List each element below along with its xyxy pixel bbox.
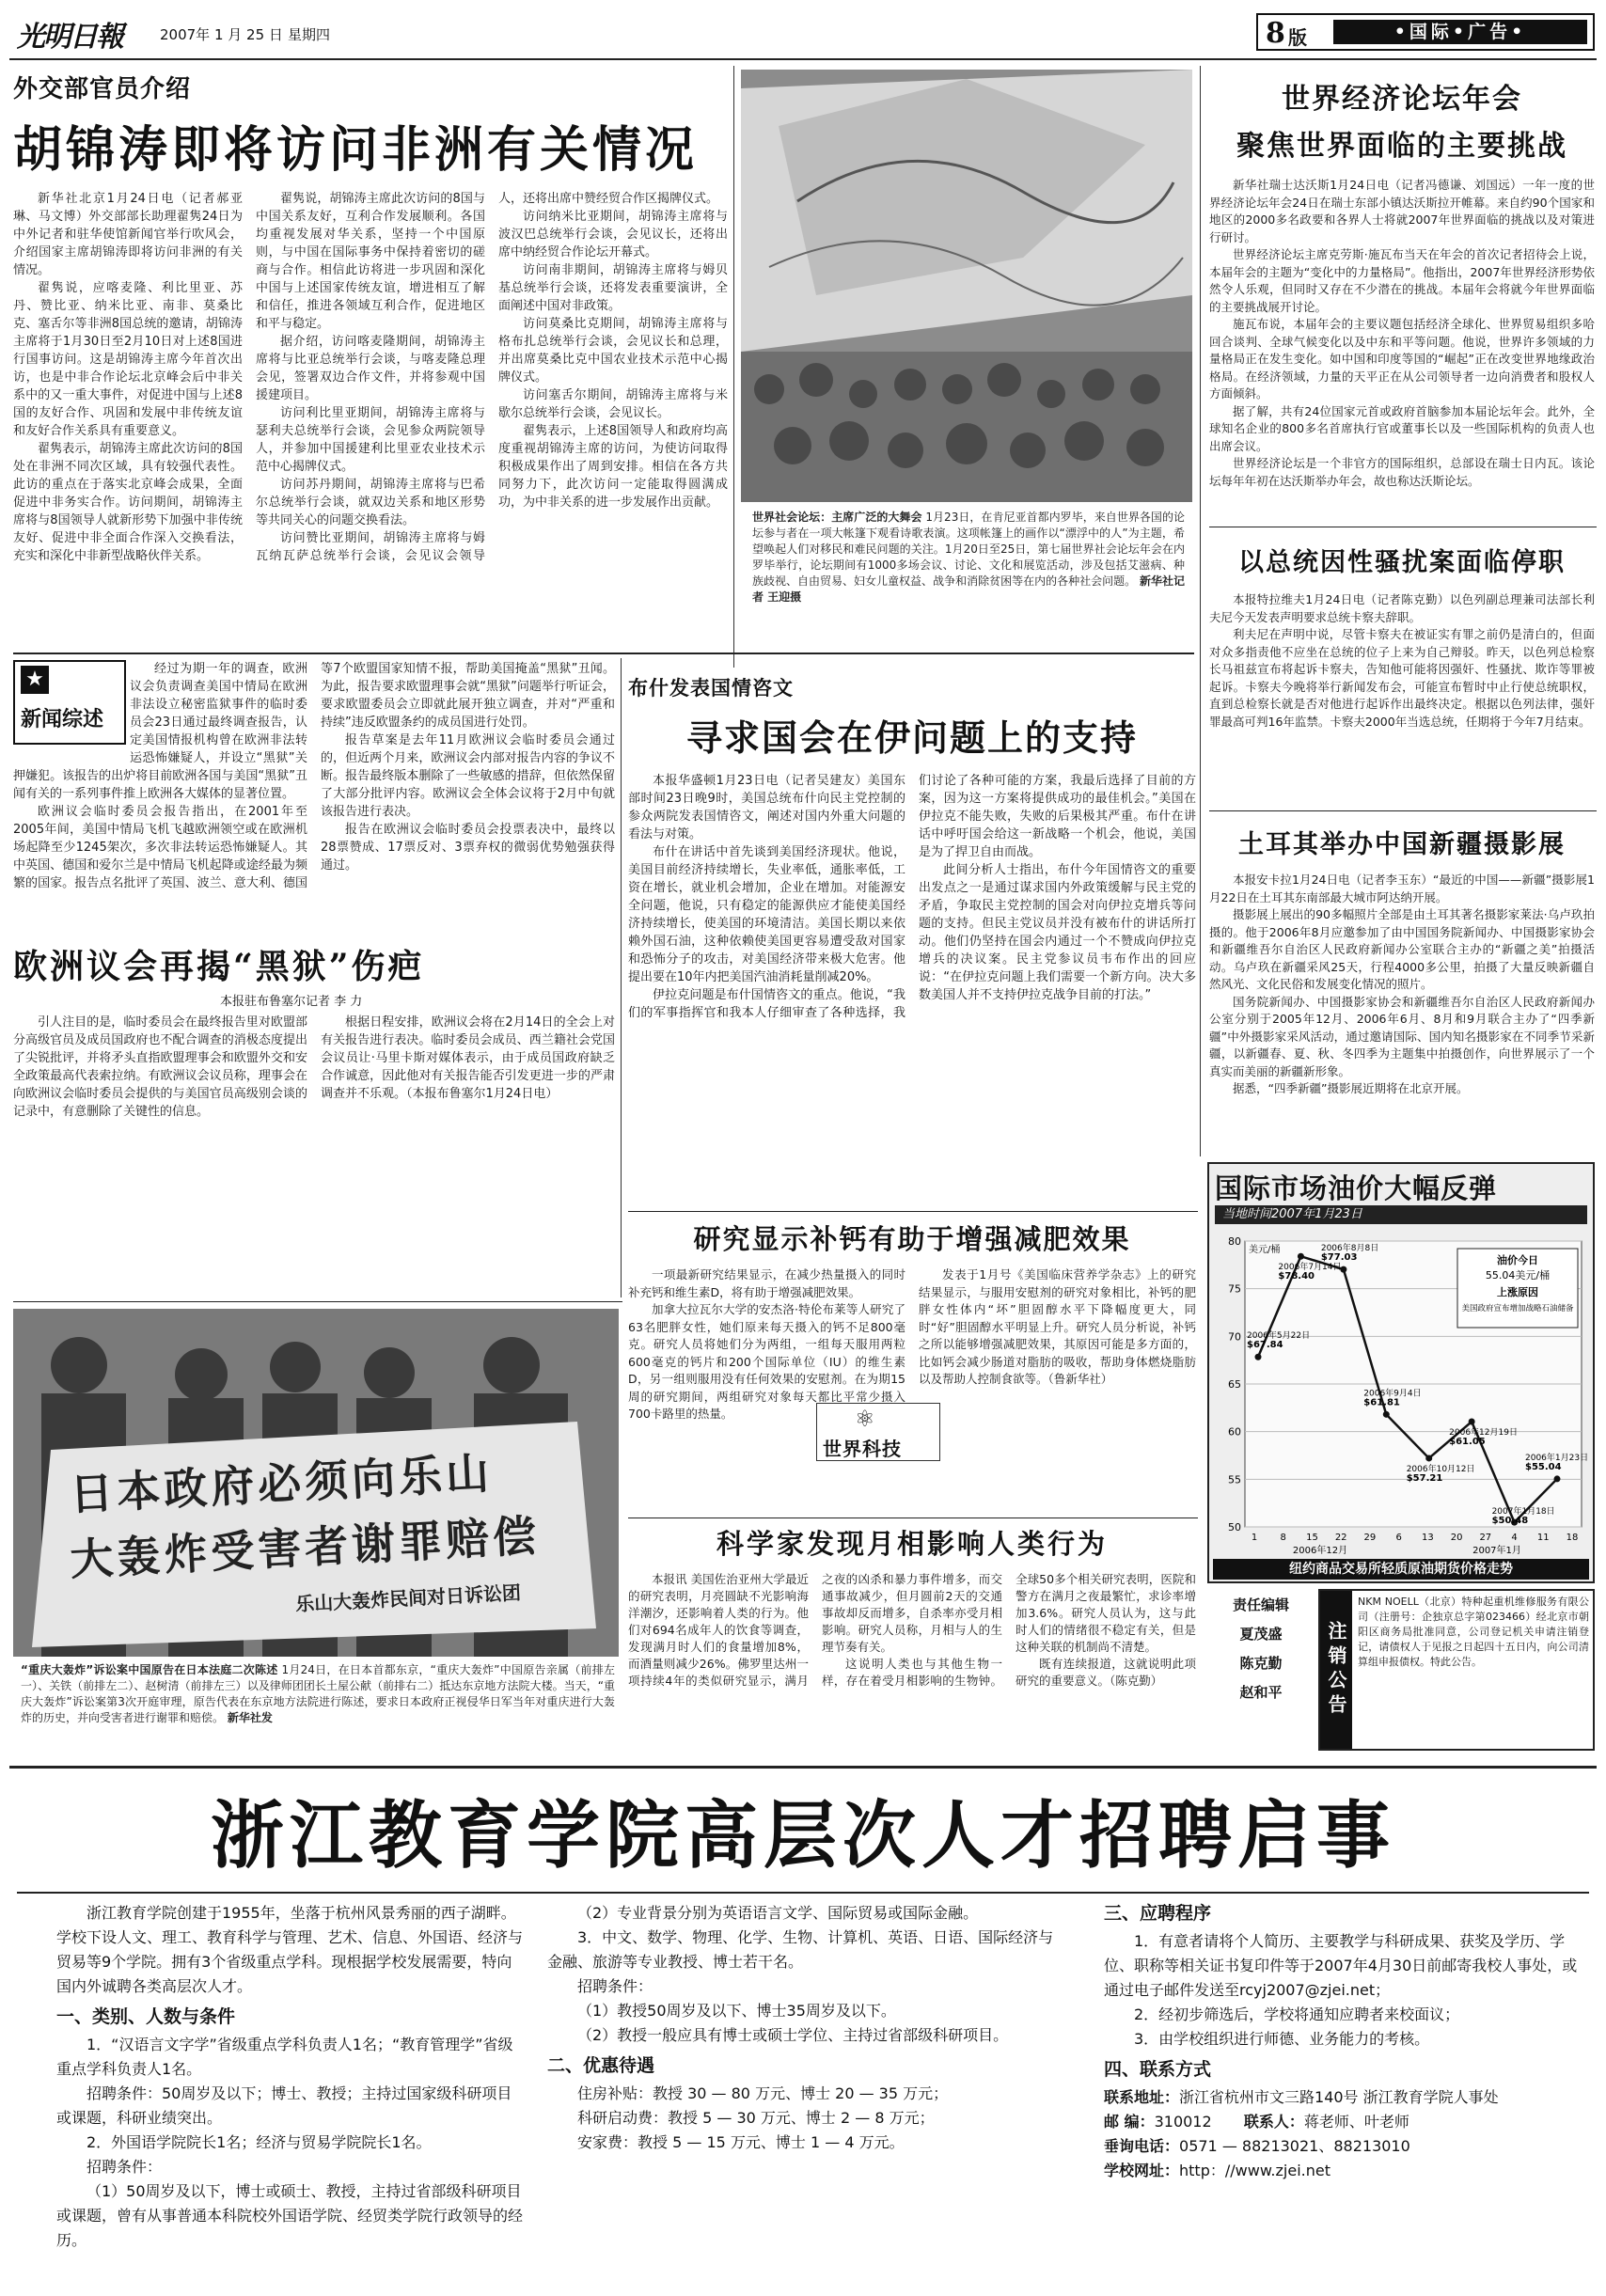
annotation-date: 2006年12月19日: [1449, 1428, 1518, 1439]
y-tick-label: 60: [1228, 1425, 1241, 1439]
y-tick-label: 50: [1228, 1521, 1241, 1533]
paper-name: 光明日報: [17, 21, 122, 54]
y-axis-label: 美元/桶: [1249, 1245, 1281, 1255]
ad-title-rule: [17, 1892, 1589, 1894]
hu-article: [13, 70, 728, 662]
bombing-caption-text: 1月24日，在日本首都东京，“重庆大轰炸”中国原告亲属（前排左一）、关铁（前排左二）、赵树清（前排左三）以及律师团团长土屋公献（前排右二）抵达东京地方法院大楼。当天，“重庆大轰炸”诉讼案第3次开庭审理，原告代表在东京地方法院进行陈述，要求日本政府正视侵华日军当年对重庆进行大轰炸的历史，并向受害者进行谢罪和赔偿。: [21, 1663, 615, 1724]
column-rule: [621, 658, 622, 1297]
annotation-date: 2006年7月14日: [1278, 1263, 1342, 1273]
y-tick-label: 70: [1228, 1330, 1241, 1344]
hu-body: [13, 190, 728, 660]
page-suffix: 版: [1288, 26, 1307, 49]
recruit-web: [1104, 2159, 1583, 2183]
page-badge: [1256, 13, 1595, 51]
bush-paragraph: 布什在讲话中首先谈到美国经济现状。他说，美国目前经济持续增长，失业率低，通胀率低，工资在增长，就业机会增加，企业在增加。对能源安全问题，他说，只有稳定的能源供应才能使美国经济持续增长，使美国的环境清洁。美国长期以来依赖外国石油，这种依赖使美国更容易遭受敌对国家和恐怖分子的攻击，对美国经济带来极大危害。他提出要在10年内把美国汽油消耗量削减20%。: [628, 845, 905, 984]
annotation-value: $61.81: [1363, 1397, 1400, 1408]
wef-article: [1209, 75, 1595, 517]
eu-body-bottom: [13, 1014, 615, 1286]
oil-price-point: [1298, 1253, 1304, 1260]
column-rule: [1200, 66, 1201, 1156]
world-science-text: 世界科技: [823, 1438, 902, 1460]
chongqing-bombing-photo: [13, 1309, 619, 1657]
recruit-tel: [1104, 2134, 1583, 2159]
oil-price-point: [1383, 1411, 1390, 1418]
web-label: 学校网址：: [1104, 2162, 1180, 2179]
section-name: •国际•广告•: [1333, 20, 1587, 44]
masthead: [0, 0, 1606, 62]
x-tick-label: 4: [1511, 1533, 1518, 1543]
banner-line1: 日本政府必须向乐山: [69, 1447, 495, 1520]
wef-paragraph: 施瓦布说，本届年会的主要议题包括经济全球化、世界贸易组织多哈回合谈判、全球气候变化以及中东和平等问题。他说，世界许多领域的力量格局正在发生变化。如中国和印度等国的“崛起”正在改变世界地缘政治格局。在经济领域，力量的天平正在从公司领导者一边向消费者和股权人方面倾斜。: [1209, 317, 1595, 401]
section-rule: [1209, 810, 1597, 811]
hu-paragraph: 访问南非期间，胡锦涛主席将与姆贝基总统举行会谈，还将发表重要演讲，全面阐述中国对非政策。: [498, 263, 728, 313]
recruit-intro: 浙江教育学院创建于1955年，坐落于杭州风景秀丽的西子湖畔。学校下设人文、理工、教育科学与管理、艺术、信息、外国语、经济与贸易等9个学院。拥有3个省级重点学科。现根据学校发展需要，特向国内外诚聘各类高层次人才。: [56, 1904, 524, 1995]
eu-paragraph: 欧洲议会临时委员会报告指出，在2001年至2005年间，美国中情局飞机飞越欧洲领空或在欧洲机场起降至少1245架次，多次非法转运恐怖嫌疑人。其中英国、德国和爱尔兰是中情局飞机起降或途经最为频繁的国家。报告点名批评了英国、波兰、意大利、德国等7个欧盟国家知情不报，帮助美国掩盖“黑狱”丑闻。为此，报告要求欧盟理事会就“黑狱”问题举行听证会，要求欧盟委员会立即就此展开独立调查，并对“严重和持续”违反欧盟条约的成员国进行处罚。: [13, 662, 615, 890]
x-tick-label: 13: [1421, 1533, 1434, 1543]
turkey-body: [1209, 872, 1595, 1098]
contact-label: 联系人：: [1243, 2113, 1304, 2131]
moon-paragraph: 这说明人类也与其他生物一样，存在着受月相影响的生物钟。全球50多个相关研究表明，医院和警方在满月之夜最繁忙，求诊率增加3.6%。研究人员认为，这与此时人们的情绪很不稳定有关，但是这种关联的机制尚不清楚。: [822, 1572, 1196, 1688]
bush-paragraph: 此间分析人士指出，布什今年国情咨文的重要出发点之一是通过谋求国内外政策缓解与民主党的矛盾，争取民主党控制的国会对向伊拉克增兵等问题的支持。但民主党议员并没有被布什的讲话所打动。他们仍坚持在国会内通过一个不赞成向伊拉克增兵的决议案。民主党参议员韦布作出的回应说：“在伊拉克问题上我们需要一个新方向。决大多数美国人并不支持伊拉克战争目前的打法。”: [919, 863, 1196, 1002]
annotation-value: $78.40: [1278, 1271, 1315, 1282]
wef-body: [1209, 177, 1595, 490]
recruit-col2: [547, 1901, 1055, 2287]
star-icon: ★: [21, 666, 49, 694]
moon-title: 科学家发现月相影响人类行为: [716, 1528, 1108, 1560]
cancellation-notice: [1318, 1589, 1595, 1751]
eu-article: [13, 660, 615, 1296]
oil-price-point: [1469, 1419, 1475, 1425]
address-value: 浙江省杭州市文三路140号 浙江教育学院人事处: [1179, 2088, 1499, 2106]
hu-title: 胡锦涛即将访问非洲有关情况: [13, 121, 699, 179]
world-social-forum-photo: [741, 70, 1192, 502]
issue-weekday: 星期四: [288, 26, 331, 43]
turkey-paragraph: 摄影展上展出的90多幅照片全部是由土耳其著名摄影家莱法·乌卢玖拍摄的。他于2006年8月应邀参加了由中国国务院新闻办、中国摄影家协会和新疆维吾尔自治区人民政府新闻办公室联合主办的“新疆之美”拍摄活动。乌卢玖在新疆采风25天，行程4000多公里，拍摄了大量反映新疆自然风光、文化民俗和发展变化情况的照片。: [1209, 907, 1595, 991]
recruit-ad: [13, 1777, 1593, 2290]
tel-label: 垂询电话：: [1104, 2137, 1180, 2155]
bush-body: [628, 772, 1196, 1186]
callout-subtitle: 上涨原因: [1497, 1286, 1538, 1298]
recruit-item: 1．“汉语言文字学”省级重点学科负责人1名；“教育管理学”省级重点学科负责人1名。: [56, 2036, 513, 2078]
eu-title: 欧洲议会再揭“黑狱”伤疤: [13, 947, 425, 986]
hu-paragraph: 访问纳米比亚期间，胡锦涛主席将与波汉巴总统举行会谈，会见议长，还将出席中纳经贸合作论坛开幕式。: [498, 210, 728, 259]
section-rule: [13, 653, 1194, 654]
x-tick-label: 27: [1479, 1533, 1492, 1543]
recruit-item: 2．经初步筛选后，学校将通知应聘者来校面议；: [1134, 2005, 1460, 2023]
calcium-paragraph: 一项最新研究结果显示，在减少热量摄入的同时补充钙和维生素D，将有助于增强减肥效果。: [628, 1267, 905, 1299]
oil-chart-subtitle: 当地时间2007年1月23日: [1215, 1205, 1587, 1224]
wsf-caption-credit: 新华社记者 王迎摄: [752, 574, 1185, 604]
calcium-paragraph: 加拿大拉瓦尔大学的安杰洛·特伦布莱等人研究了63名肥胖女性，她们原来每天摄入的钙不足800毫克。研究人员将她们分为两组，一组每天服用两粒600毫克的钙片和200个国际单位（IU）的维生素D，另一组则服用没有任何效果的安慰剂。在为期15周的研究期间，两组研究对象每天都比平常少摄入700卡路里的热量。: [628, 1302, 905, 1421]
recruit-col3: [1104, 1901, 1583, 2287]
recruit-col1: [56, 1901, 527, 2287]
x-tick-label: 29: [1363, 1533, 1377, 1543]
editors-box: [1209, 1589, 1313, 1758]
wef-paragraph: 新华社瑞士达沃斯1月24日电（记者冯德谦、刘国远）一年一度的世界经济论坛年会24日在瑞士东部小镇达沃斯拉开帷幕。来自约90个国家和地区的2000多名政要和各界人士将就2007年世界面临的挑战以及对策进行研讨。: [1209, 178, 1595, 244]
annotation-date: 2006年1月23日: [1525, 1453, 1589, 1463]
x-tick-label: 6: [1395, 1533, 1402, 1543]
recruit-item: 1．有意者请将个人简历、主要教学与科研成果、获奖及学历、学位、职称等相关证书复印件等于2007年4月30日前邮寄我校人事处，或通过电子邮件发送至rcyj2007@zjei.net；: [1104, 1932, 1578, 1999]
x-tick-label: 8: [1280, 1533, 1286, 1543]
hu-paragraph: 访问苏丹期间，胡锦涛主席将与巴希尔总统举行会谈，就双边关系和地区形势等共同关心的问题交换看法。: [256, 478, 485, 527]
zip-label: 邮 编：: [1104, 2113, 1155, 2131]
hu-paragraph: 访问利比里亚期间，胡锦涛主席将与瑟利夫总统举行会谈，会见参众两院领导人，并参加中国援建利比里亚农业技术示范中心揭牌仪式。: [256, 406, 485, 474]
news-summary-text: 新闻综述: [21, 707, 104, 731]
annotation-date: 2007年1月18日: [1491, 1507, 1555, 1517]
eu-paragraph: 根据日程安排，欧洲议会将在2月14日的全会上对有关报告进行表决。临时委员会成员、西兰籍社会党国会议员让·马里卡斯对媒体表示，由于成员国政府缺乏合作诚意，因此他对有关报告能否引发更进一步的严肃调查并不乐观。（本报布鲁塞尔1月24日电）: [321, 1015, 615, 1101]
recruit-address: [1104, 2085, 1583, 2110]
recruit-item: 2．外国语学院院长1名；经济与贸易学院院长1名。: [87, 2133, 432, 2151]
wef-paragraph: 据了解，共有24位国家元首或政府首脑参加本届论坛年会。此外，全球知名企业的800多名首席执行官或董事长以及一些国际机构的负责人也出席会议。: [1209, 403, 1595, 453]
oil-price-point: [1255, 1354, 1262, 1360]
x-month-label: 2006年12月: [1292, 1546, 1348, 1556]
hu-paragraph: 新华社北京1月24日电（记者郝亚琳、马文博）外交部部长助理翟隽24日为中外记者和驻华使馆新闻官举行吹风会，介绍国家主席胡锦涛即将访问非洲的有关情况。: [13, 192, 243, 277]
turkey-paragraph: 本报安卡拉1月24日电（记者李玉东）“最近的中国——新疆”摄影展1月22日在土耳其东南部最大城市阿达纳开展。: [1209, 873, 1595, 904]
israel-paragraph: 利夫尼在声明中说，尽管卡察夫在被证实有罪之前仍是清白的，但面对众多指责他不应坐在总统的位子上来为自己辩驳。昨天，以色列总检察长马祖兹宣布将起诉卡察夫，告知他可能将因强奸、性骚扰、欺诈等罪被起诉。卡察夫今晚将举行新闻发布会，可能宣布暂时中止行使总统职权，直到总检察长就是否对他进行起诉作出最终决定。根据以色列法律，强奸罪最高可判16年监禁。卡察夫2000年当选总统，任期将于今年7月结束。: [1209, 627, 1595, 729]
calcium-article: [628, 1219, 1196, 1516]
recruit-item: （2）教授一般应具有博士或硕士学位、主持过省部级科研项目。: [577, 2026, 1009, 2044]
editor-name: 陈克勤: [1239, 1655, 1283, 1672]
y-tick-label: 80: [1228, 1235, 1241, 1248]
masthead-rule: [9, 58, 1597, 60]
hu-paragraph: 访问赞比亚期间，胡锦涛主席将与姆瓦纳瓦萨总统举行会谈，会见议会领导人，还将出席中赞经贸合作区揭牌仪式。: [256, 192, 719, 563]
recruit-item: 科研启动费：教授 5 — 30 万元、博士 2 — 8 万元；: [577, 2109, 935, 2127]
contact-value: 蒋老师、叶老师: [1303, 2113, 1409, 2131]
recruit-sec2: 二、优惠待遇: [547, 2055, 655, 2076]
wef-title-line2: 聚焦世界面临的主要挑战: [1236, 130, 1567, 163]
recruit-title: 浙江教育学院高层次人才招聘启事: [210, 1794, 1395, 1879]
recruit-sec1: 一、类别、人数与条件: [56, 2006, 236, 2027]
turkey-paragraph: 据悉，“四季新疆”摄影展近期将在北京开展。: [1233, 1081, 1469, 1095]
moon-paragraph: 既有连续报道，这就说明此项研究的重要意义。（陈克勤）: [1016, 1657, 1196, 1688]
banner-line2: 大轰炸受害者谢罪赔偿: [69, 1509, 542, 1586]
y-tick-label: 75: [1228, 1282, 1241, 1296]
recruit-item: 安家费：教授 5 — 15 万元、博士 1 — 4 万元。: [577, 2133, 905, 2151]
recruit-item: 招聘条件：50周岁及以下；博士、教授；主持过国家级科研项目或课题，科研业绩突出。: [56, 2084, 512, 2127]
ad-rule: [9, 1766, 1597, 1769]
banner-small-text: 乐山大轰炸民间对日诉讼团: [294, 1580, 522, 1616]
cancellation-label: 注销公告: [1320, 1591, 1352, 1749]
annotation-value: $61.05: [1449, 1437, 1486, 1448]
atom-icon: ⚛: [855, 1406, 875, 1432]
column-rule: [733, 66, 734, 668]
recruit-item: （1）教授50周岁及以下、博士35周岁及以下。: [577, 2002, 896, 2020]
web-value[interactable]: http：//www.zjei.net: [1179, 2162, 1330, 2179]
wef-paragraph: 世界经济论坛是一个非官方的国际组织，总部设在瑞士日内瓦。该论坛每年年初在达沃斯举办年会，故也称达沃斯论坛。: [1209, 456, 1595, 488]
editor-name: 夏茂盛: [1239, 1626, 1283, 1643]
recruit-item: 住房补贴：教授 30 — 80 万元、博士 20 — 35 万元；: [577, 2084, 949, 2102]
moon-article: [628, 1523, 1196, 1760]
bush-kicker: 布什发表国情咨文: [628, 676, 794, 700]
annotation-date: 2006年8月8日: [1320, 1244, 1379, 1254]
oil-chart-title: 国际市场油价大幅反弹: [1215, 1172, 1498, 1204]
callout-value: 55.04美元/桶: [1485, 1269, 1551, 1282]
hu-paragraph: 翟隽说，胡锦涛主席此次访问的8国与中国关系友好，互利合作发展顺利。各国均重视发展对华关系，坚持一个中国原则，与中国在国际事务中保持着密切的磋商与合作。相信此访将进一步巩固和深化中国与上述国家传统友谊，增进相互了解和信任，推进各领域互利合作，促进地区和平与稳定。: [256, 192, 485, 331]
zip-value: 310012: [1154, 2113, 1212, 2131]
annotation-date: 2006年5月22日: [1247, 1331, 1311, 1342]
wsf-caption-text: 1月23日，在肯尼亚首都内罗毕，来自世界各国的论坛参与者在一项大帐篷下观看诗歌表演。这项帐篷上的画作以“漂浮中的人”为主题，希望唤起人们对移民和难民问题的关注。1月20日至25日，第七届世界社会论坛年会在内罗毕举行，论坛期间有1000多场会议、讨论、文化和展览活动，涉及包括艾滋病、种族歧视、自由贸易、妇女儿童权益、战争和消除贫困等在内的各种社会问题。: [752, 511, 1185, 588]
recruit-item: 招聘条件：: [87, 2158, 163, 2176]
bombing-caption-title: “重庆大轰炸”诉讼案中国原告在日本法庭二次陈述: [21, 1663, 278, 1676]
bush-paragraph: 伊拉克问题是布什国情咨文的重点。他说，“我们的军事指挥官和我本人仔细审查了各种选择，我们讨论了各种可能的方案，我最后选择了目前的方案，因为这一方案将提供成功的最佳机会。”美国在伊拉克不能失败，失败的后果极其严重。布什在讲话中呼吁国会给这一新战略一个机会，他说，美国是为了捍卫自由而战。: [628, 774, 1196, 1020]
eu-paragraph: 引人注目的是，临时委员会在最终报告里对欧盟部分高级官员及成员国政府也不配合调查的消极态度提出了尖锐批评，并将矛头直指欧盟理事会和欧盟外交和安全政策最高代表索拉纳。有欧洲议会议员称，理事会在向欧洲议会临时委员会提供的与美国官员高级别会谈的记录中，有意删除了关键性的信息。: [13, 1015, 307, 1119]
annotation-value: $77.03: [1320, 1252, 1358, 1264]
bush-title: 寻求国会在伊问题上的支持: [685, 716, 1138, 759]
callout-text: 美国政府宣布增加战略石油储备: [1461, 1304, 1574, 1313]
y-tick-label: 65: [1228, 1378, 1241, 1391]
oil-chart: [1207, 1162, 1595, 1583]
recruit-zip-contact: [1104, 2110, 1583, 2134]
issue-date: 2007年 1 月 25 日: [160, 26, 283, 43]
world-science-logo: [816, 1403, 940, 1461]
recruit-item: 3．由学校组织进行师德、业务能力的考核。: [1134, 2030, 1430, 2048]
turkey-title: 土耳其举办中国新疆摄影展: [1238, 830, 1566, 859]
hu-paragraph: 翟隽表示，胡锦涛主席此次访问的8国处在非洲不同次区域，具有较强代表性。此访的重点在于落实北京峰会成果，全面促进中非务实合作。访问期间，胡锦涛主席将与8国领导人就新形势下加强中非传统友好、促进中非全面合作深入交换看法，充实和深化中非新型战略伙伴关系。: [13, 442, 243, 563]
bombing-caption: [21, 1662, 615, 1756]
x-tick-label: 22: [1334, 1533, 1347, 1543]
recruit-sec4: 四、联系方式: [1104, 2059, 1212, 2080]
x-tick-label: 18: [1566, 1533, 1579, 1543]
calcium-body: [628, 1266, 1196, 1511]
wsf-caption: [752, 510, 1185, 660]
eu-paragraph: 经过为期一年的调查，欧洲议会负责调查美国中情局在欧洲非法设立秘密监狱事件的临时委员会23日通过最终调查报告，认定美国情报机构曾在欧洲非法转运恐怖嫌疑人，并设立“黑狱”关押嫌犯。该报告的出炉将目前欧洲各国与美国“黑狱”丑闻有关的一系列事件推上欧洲各大媒体的显著位置。: [13, 662, 307, 801]
hu-paragraph: 翟隽表示，上述8国领导人和政府均高度重视胡锦涛主席的访问，为使访问取得积极成果作出了周到安排。相信在各方共同努力下，此次访问一定能取得圆满成功，为中非关系的进一步发展作出贡献。: [498, 424, 728, 510]
recruit-item: （1）50周岁及以下，博士或硕士、教授，主持过省部级科研项目或课题，曾有从事普通本科院校外国语学院、经贸类学院行政领导的经历。: [56, 2182, 524, 2249]
israel-body: [1209, 591, 1595, 731]
bush-article: [628, 673, 1196, 1205]
hu-paragraph: 据介绍，访问喀麦隆期间，胡锦涛主席将与比亚总统举行会谈，与喀麦隆总理会见，签署双边合作文件，并将参观中国援建项目。: [256, 335, 485, 402]
callout-title: 油价今日: [1497, 1254, 1538, 1266]
annotation-value: $50.48: [1491, 1516, 1529, 1526]
calcium-title: 研究显示补钙有助于增强减肥效果: [693, 1223, 1131, 1255]
annotation-date: 2006年10月12日: [1406, 1464, 1475, 1474]
hu-paragraph: 访问塞舌尔期间，胡锦涛主席将与米歇尔总统举行会谈，会见议长。: [498, 388, 728, 420]
hu-paragraph: 翟隽说，应喀麦隆、利比里亚、苏丹、赞比亚、纳米比亚、南非、莫桑比克、塞舌尔等非洲8国总统的邀请，胡锦涛主席将于1月30日至2月10日对上述8国进行国事访问。这是胡锦涛主席今年首次出访，也是中非合作论坛北京峰会后中非关系中的又一重大事件，对促进中国与上述8国的友好合作、巩固和发展中非传统友谊和友好合作关系具有重要意义。: [13, 281, 243, 438]
eu-body-top: [13, 660, 615, 933]
x-tick-label: 1: [1251, 1533, 1258, 1543]
moon-body: [628, 1571, 1196, 1755]
x-month-label: 2007年1月: [1472, 1546, 1521, 1556]
oil-chart-source: 纽约商品交易所轻质原油期货价格走势: [1213, 1559, 1589, 1580]
israel-paragraph: 本报特拉维夫1月24日电（记者陈克勤）以色列副总理兼司法部长利夫尼今天发表声明要求总统卡察夫辞职。: [1209, 592, 1595, 624]
israel-article: [1209, 542, 1595, 795]
oil-price-point: [1554, 1475, 1561, 1482]
tent-crowd-image: [741, 70, 1192, 502]
hu-kicker: 外交部官员介绍: [13, 75, 192, 103]
page-number: 8: [1266, 17, 1285, 50]
tel-value: 0571 — 88213021、88213010: [1179, 2137, 1410, 2155]
cancellation-text: NKM NOELL（北京）特种起重机维修服务有限公司（注册号：企独京总字第023466）经北京市朝阳区商务局批准同意，公司登记机关申请注销登记，请债权人于见报之日起四十五日内，向公司清算组申报债权。特此公告。: [1358, 1596, 1589, 1668]
turkey-paragraph: 国务院新闻办、中国摄影家协会和新疆维吾尔自治区人民政府新闻办公室分别于2005年12月、2006年6月、8月和9月联合主办了“四季新疆”中外摄影家采风活动，通过邀请国际、国内知名摄影家在不同季节采新疆，以新疆春、夏、秋、冬四季为主题集中拍摄创作，向世界展示了一个真实而美丽的新疆新形象。: [1209, 994, 1595, 1078]
y-tick-label: 55: [1228, 1473, 1241, 1486]
wef-title-line1: 世界经济论坛年会: [1282, 83, 1522, 116]
address-label: 联系地址：: [1104, 2088, 1180, 2106]
annotation-value: $57.21: [1406, 1472, 1443, 1484]
calcium-paragraph: 发表于1月号《美国临床营养学杂志》上的研究结果显示，与服用安慰剂的研究对象相比，补钙的肥胖女性体内“坏”胆固醇水平下降幅度更大，同时“好”胆固醇水平明显上升。研究人员分析说，补钙之所以能够增强减肥效果，其原因可能是多方面的，比如钙会减少肠道对脂肪的吸收，帮助身体燃烧脂肪以及帮助人控制食欲等。（鲁新华社）: [919, 1267, 1196, 1386]
eu-byline: 本报驻布鲁塞尔记者 李 力: [220, 995, 363, 1009]
recruit-sec3: 三、应聘程序: [1104, 1903, 1212, 1924]
recruit-item: 3．中文、数学、物理、化学、生物、计算机、英语、日语、国际经济与金融、旅游等专业教授、博士若干名。: [547, 1928, 1054, 1971]
annotation-value: $55.04: [1525, 1461, 1562, 1472]
wef-paragraph: 世界经济论坛主席克劳斯·施瓦布当天在年会的首次记者招待会上说，本届年会的主题为“变化中的力量格局”。他指出，2007年世界经济形势依然令人乐观，但同时又存在不少潜在的挑战。本届年会将就今年世界面临的主要挑战展开讨论。: [1209, 247, 1595, 314]
wsf-caption-title: 世界社会论坛：主席广泛的大舞会: [752, 511, 922, 524]
editor-name: 赵和平: [1239, 1684, 1283, 1701]
eu-paragraph: 报告在欧洲议会临时委员会投票表决中，最终以28票赞成、17票反对、3票弃权的微弱优势勉强获得通过。: [321, 823, 615, 873]
section-rule: [628, 1211, 1198, 1212]
oil-price-point: [1425, 1455, 1432, 1461]
bush-paragraph: 本报华盛顿1月23日电（记者吴建友）美国东部时间23日晚9时，美国总统布什向民主党控制的参众两院发表国情咨文，阐述对国内外重大问题的看法与对策。: [628, 774, 905, 841]
moon-paragraph: 本报讯 美国佐治亚州大学最近的研究表明，月亮圆缺不光影响海洋潮汐，还影响着人类的行为。他们对694名成年人的饮食等调查，发现满月时人们的食量增加8%，而酒量则减少26%。佛罗里达州一项持续4年的类似研究显示，满月之夜的凶杀和暴力事件增多，而交通事故减少，但月圆前2天的交通事故却反而增多，自杀率亦受月相影响。研究人员称，月相与人的生理节奏有关。: [628, 1572, 1002, 1688]
turkey-article: [1209, 824, 1595, 1153]
israel-title: 以总统因性骚扰案面临停职: [1238, 548, 1566, 577]
annotation-date: 2006年9月4日: [1363, 1389, 1422, 1399]
recruit-item: 招聘条件：: [577, 1977, 653, 1995]
eu-paragraph: 报告草案是去年11月欧洲议会临时委员会通过的，但近两个月来，欧洲议会内部对报告内容的争议不断。报告最终版本删除了一些敏感的措辞，但依然保留了大部分批评内容。欧洲议会全体会议将于2月中旬就该报告进行表决。: [321, 733, 615, 819]
oil-chart-plot: [1213, 1228, 1589, 1557]
hu-paragraph: 访问莫桑比克期间，胡锦涛主席将与格布扎总统举行会谈，会见议长和总理，并出席莫桑比克中国农业技术示范中心揭牌仪式。: [498, 317, 728, 385]
x-tick-label: 20: [1450, 1533, 1463, 1543]
x-tick-label: 11: [1536, 1533, 1550, 1543]
editors-label: 责任编辑: [1232, 1596, 1289, 1613]
section-rule: [13, 1301, 622, 1302]
x-tick-label: 15: [1306, 1533, 1318, 1543]
recruit-item: （2）专业背景分别为英语语言文学、国际贸易或国际金融。: [577, 1904, 979, 1922]
annotation-value: $67.84: [1247, 1340, 1283, 1351]
bombing-caption-credit: 新华社发: [227, 1711, 273, 1724]
